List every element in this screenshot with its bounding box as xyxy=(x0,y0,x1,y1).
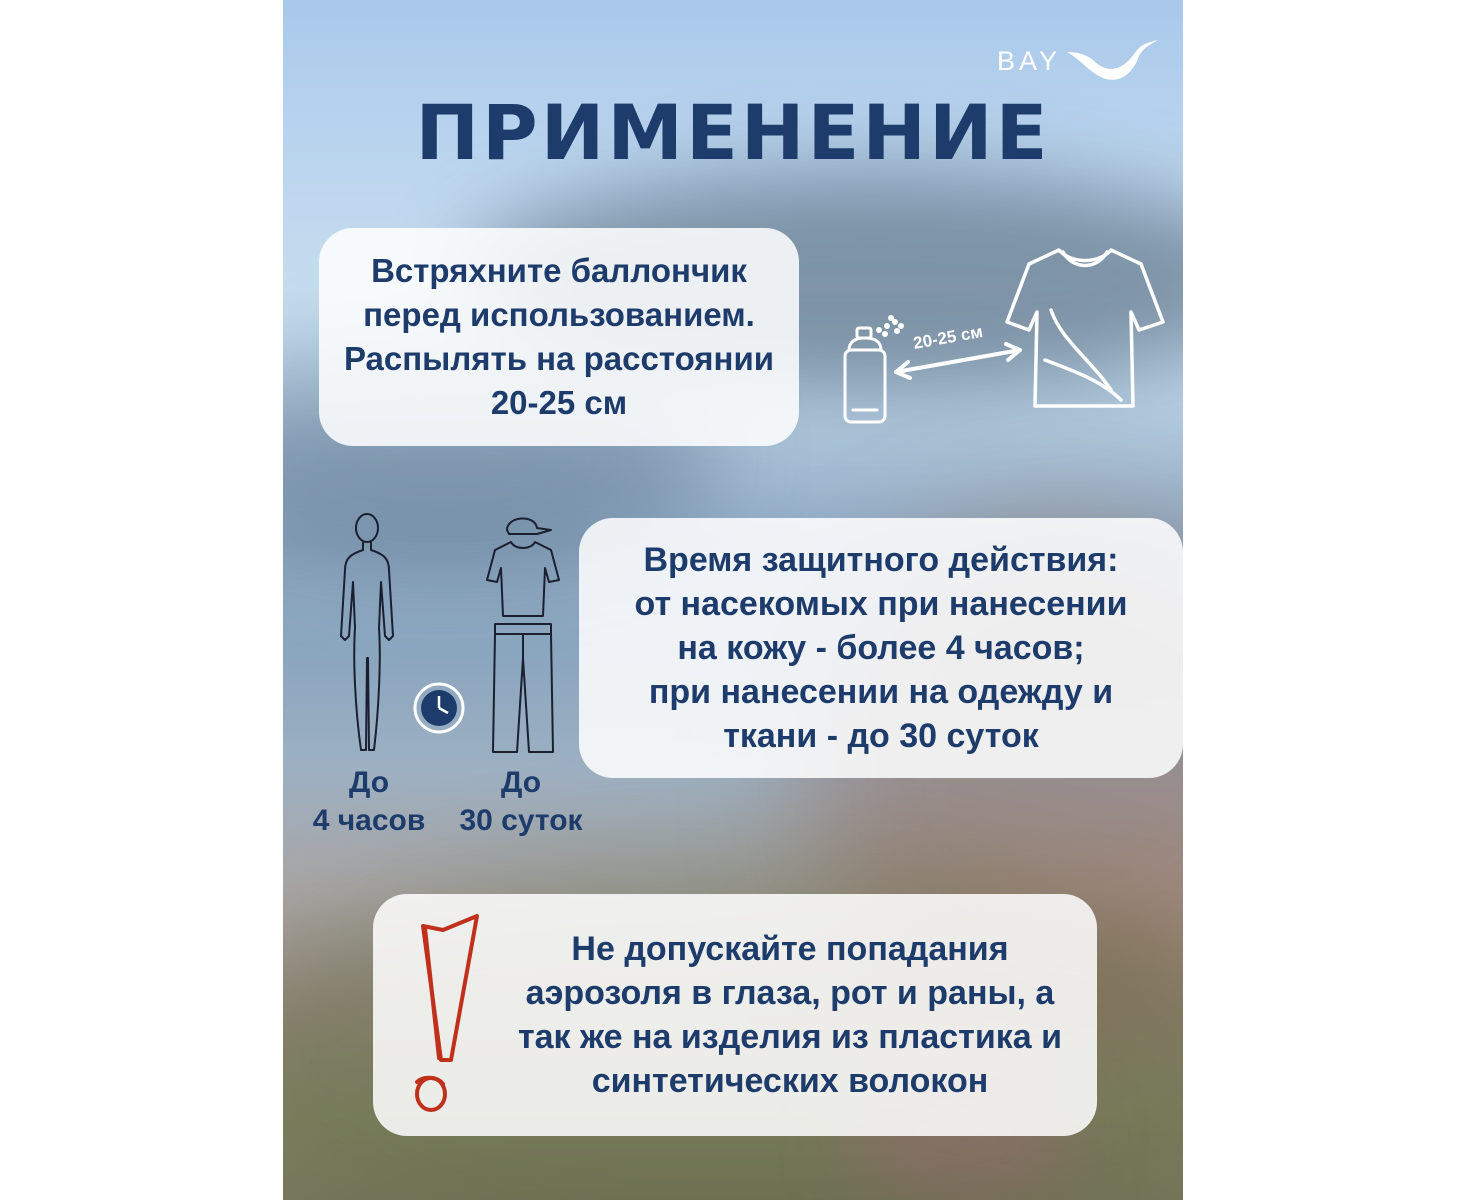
page-title: ПРИМЕНЕНИЕ xyxy=(415,88,1051,177)
shake-instruction-text: Встряхните баллончик перед использованием. Распылять на расстоянии 20-25 см xyxy=(343,252,775,421)
clothing-outfit-icon xyxy=(483,508,563,754)
clock-icon xyxy=(411,680,467,736)
shake-instruction-card xyxy=(319,228,799,446)
t-shirt-icon xyxy=(1001,240,1169,412)
brand-logo-text: BAY xyxy=(997,46,1062,76)
human-body-icon xyxy=(331,508,403,754)
protection-time-text: Время защитного действия: от насекомых при нанесении на кожу - более 4 часов; при нанесении на одежду и ткани - до 30 суток xyxy=(634,541,1128,755)
protection-time-card xyxy=(579,518,1183,778)
distance-label: 20-25 см xyxy=(911,322,985,353)
exclamation-icon xyxy=(403,908,483,1118)
skin-duration-label: До 4 часов xyxy=(312,766,426,837)
bird-icon xyxy=(1059,38,1159,84)
warning-text: Не допускайте попадания аэрозоля в глаза, рот и раны, а так же на изделия из пластика и синтетических волокон xyxy=(517,930,1063,1100)
brand-logo xyxy=(997,38,1157,84)
poster xyxy=(283,0,1183,1200)
clothing-duration-label: До 30 суток xyxy=(459,766,583,837)
